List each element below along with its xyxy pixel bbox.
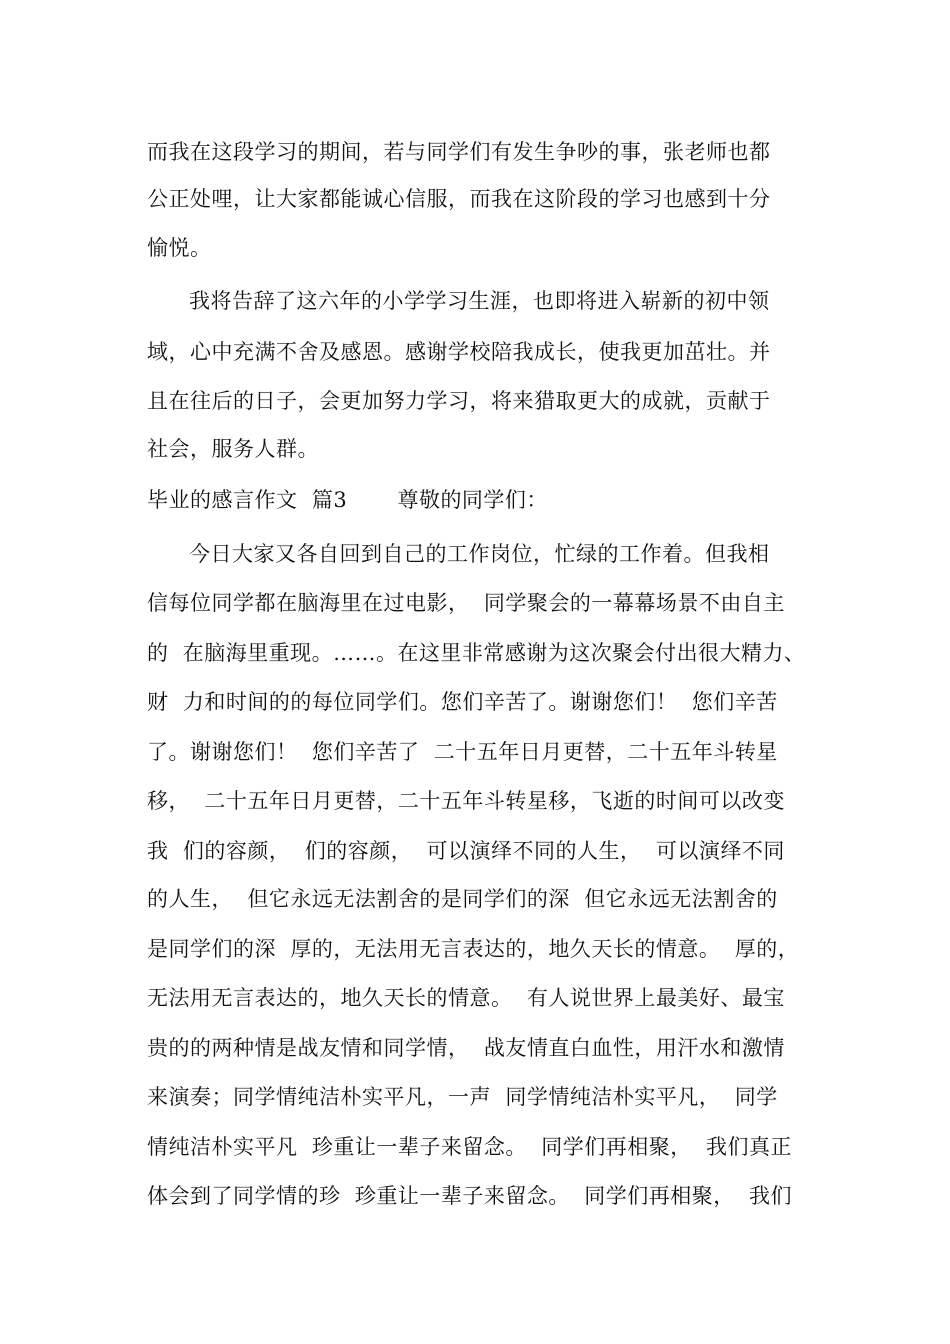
section-heading: 毕业的感言作文 篇3 尊敬的同学们： — [147, 488, 548, 512]
text-line: 了。谢谢您们！ 您们辛苦了 二十五年日月更替，二十五年斗转星 — [147, 740, 778, 764]
text-line: 无法用无言表达的，地久天长的情意。 有人说世界上最美好、最宝 — [147, 986, 785, 1010]
text-line: 而我在这段学习的期间，若与同学们有发生争吵的事，张老师也都 — [147, 140, 771, 164]
text-line: 社会，服务人群。 — [147, 437, 319, 461]
text-line: 愉悦。 — [147, 236, 212, 260]
text-line: 贵的的两种情是战友情和同学情， 战友情直白血性，用汗水和激情 — [147, 1036, 785, 1060]
text-line: 财 力和时间的的每位同学们。您们辛苦了。谢谢您们！ 您们辛苦 — [147, 690, 778, 714]
text-line: 的人生， 但它永远无法割舍的是同学们的深 但它永远无法割舍的 — [147, 887, 778, 911]
text-line: 公正处哩，让大家都能诚心信服，而我在这阶段的学习也感到十分 — [147, 187, 771, 211]
text-line: 的 在脑海里重现。……。在这里非常感谢为这次聚会付出很大精力、 — [147, 641, 806, 665]
text-line: 情纯洁朴实平凡 珍重让一辈子来留念。 同学们再相聚， 我们真正 — [147, 1135, 793, 1159]
text-line: 信每位同学都在脑海里在过电影， 同学聚会的一幕幕场景不由自主 — [147, 591, 785, 615]
text-line: 体会到了同学情的珍 珍重让一辈子来留念。 同学们再相聚， 我们 — [147, 1184, 793, 1208]
text-line: 移， 二十五年日月更替，二十五年斗转星移，飞逝的时间可以改变 — [147, 789, 785, 813]
paragraph-first-line: 我将告辞了这六年的小学学习生涯，也即将进入崭新的初中领 — [189, 289, 770, 313]
paragraph-first-line: 今日大家又各自回到自己的工作岗位，忙绿的工作着。但我相 — [189, 542, 770, 566]
text-line: 是同学们的深 厚的，无法用无言表达的，地久天长的情意。 厚的， — [147, 937, 800, 961]
text-line: 来演奏；同学情纯洁朴实平凡，一声 同学情纯洁朴实平凡， 同学 — [147, 1085, 778, 1109]
text-line: 我 们的容颜， 们的容颜， 可以演绎不同的人生， 可以演绎不同 — [147, 839, 785, 863]
text-line: 域，心中充满不舍及感恩。感谢学校陪我成长，使我更加茁壮。并 — [147, 340, 771, 364]
text-line: 且在往后的日子，会更加努力学习，将来猎取更大的成就，贡献于 — [147, 389, 771, 413]
